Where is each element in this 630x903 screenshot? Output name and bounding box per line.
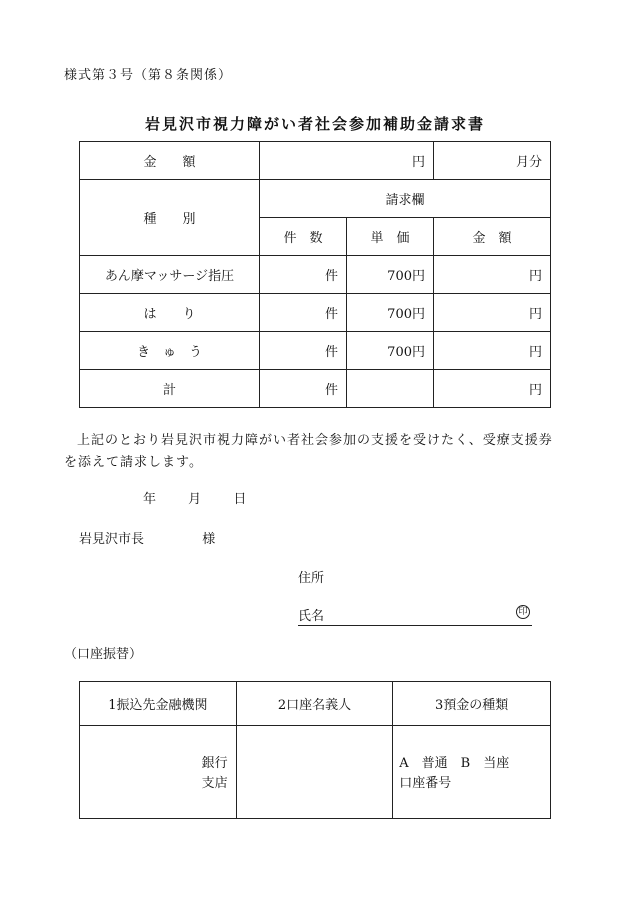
row-type: あん摩マッサージ指圧 — [80, 256, 260, 294]
bank-cell[interactable] — [80, 726, 237, 819]
form-number: 様式第３号（第８条関係） — [64, 68, 233, 83]
account-number-label: 口座番号 — [399, 776, 452, 791]
request-column-header: 請求欄 — [260, 180, 551, 218]
row-count-cell[interactable]: 件 — [260, 256, 347, 294]
deposit-type-header: 3預金の種類 — [393, 682, 551, 726]
bank-header: 1振込先金融機関 — [80, 682, 237, 726]
row-unit-price: 700円 — [347, 294, 434, 332]
total-count-cell[interactable]: 件 — [260, 370, 347, 408]
row-amount-cell[interactable]: 円 — [434, 256, 551, 294]
date-month-label: 月 — [188, 492, 202, 507]
row-unit-price: 700円 — [347, 332, 434, 370]
amount-yen-cell[interactable]: 円 — [260, 142, 434, 180]
request-table — [79, 141, 551, 408]
col-unit-price-header: 単 価 — [347, 218, 434, 256]
table-row — [80, 294, 551, 332]
name-field[interactable] — [298, 605, 532, 626]
deposit-type-options: A 普通 B 当座 — [399, 756, 510, 771]
account-heading: （口座振替） — [64, 647, 143, 662]
row-amount-cell[interactable]: 円 — [434, 332, 551, 370]
row-type: き ゅ う — [80, 332, 260, 370]
row-count-cell[interactable]: 件 — [260, 332, 347, 370]
name-label: 氏名 — [298, 609, 325, 624]
row-unit-price: 700円 — [347, 256, 434, 294]
addressee — [79, 528, 215, 547]
seal-mark: 印 — [516, 605, 530, 619]
date-day-label: 日 — [233, 492, 247, 507]
address-label: 住所 — [298, 571, 325, 586]
row-amount-cell[interactable]: 円 — [434, 294, 551, 332]
date-line — [143, 488, 274, 507]
statement-text: 上記のとおり岩見沢市視力障がい者社会参加の支援を受けたく、受療支援券を添えて請求します。 — [64, 433, 553, 470]
total-label: 計 — [80, 370, 260, 408]
holder-cell[interactable] — [236, 726, 393, 819]
total-row — [80, 370, 551, 408]
page-title: 岩見沢市視力障がい者社会参加補助金請求書 — [144, 115, 485, 133]
amount-label: 金 額 — [80, 142, 260, 180]
row-count-cell[interactable]: 件 — [260, 294, 347, 332]
row-type: は り — [80, 294, 260, 332]
date-year-label: 年 — [143, 492, 157, 507]
branch-label: 支店 — [201, 776, 228, 791]
col-count-header: 件 数 — [260, 218, 347, 256]
col-amount-header: 金 額 — [434, 218, 551, 256]
month-cell[interactable]: 月分 — [434, 142, 551, 180]
table-row — [80, 332, 551, 370]
total-unit-price-cell — [347, 370, 434, 408]
addressee-name: 岩見沢市長 — [79, 532, 145, 547]
holder-header: 2口座名義人 — [236, 682, 393, 726]
total-amount-cell[interactable]: 円 — [434, 370, 551, 408]
table-row — [80, 256, 551, 294]
deposit-cell[interactable] — [393, 726, 551, 819]
addressee-honorific: 様 — [202, 532, 216, 547]
bank-label: 銀行 — [201, 756, 228, 771]
account-table — [79, 681, 551, 819]
type-label: 種 別 — [80, 180, 260, 256]
